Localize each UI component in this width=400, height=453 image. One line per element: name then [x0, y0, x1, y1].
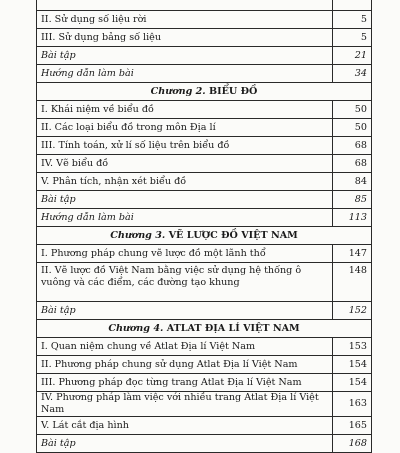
toc-page-number: 165	[333, 417, 372, 435]
toc-entry-title: V. Lát cắt địa hình	[37, 417, 333, 435]
toc-row	[37, 356, 372, 374]
toc-page-number: 5	[333, 11, 372, 29]
toc-entry-title: Bài tập	[37, 435, 333, 453]
toc-row	[37, 392, 372, 417]
chapter-name: BIỂU ĐỒ	[209, 85, 258, 97]
toc-entry-title: I. Quan niệm chung về Atlat Địa lí Việt Nam	[37, 338, 333, 356]
toc-entry-title: II. Sử dụng số liệu rời	[37, 11, 333, 29]
toc-row	[37, 374, 372, 392]
toc-row	[37, 11, 372, 29]
toc-row	[37, 29, 372, 47]
chapter-heading	[37, 227, 372, 245]
toc-page-number: 168	[333, 435, 372, 453]
toc-row	[37, 209, 372, 227]
chapter-name: VẼ LƯỢC ĐỒ VIỆT NAM	[168, 229, 298, 241]
toc-entry-title: IV. Vẽ biểu đồ	[37, 155, 333, 173]
toc-entry-title: I. Phương pháp chung vẽ lược đồ một lãnh thổ	[37, 245, 333, 263]
toc-row	[37, 417, 372, 435]
chapter-heading-row	[37, 83, 372, 101]
toc-entry-title: Hướng dẫn làm bài	[37, 209, 333, 227]
toc-entry-title: Bài tập	[37, 302, 333, 320]
toc-page-number	[333, 0, 372, 11]
toc-entry-title: IV. Phương pháp làm việc với nhiều trang Atlat Địa lí Việt Nam	[37, 392, 333, 417]
toc-entry-title: I. Khái niệm về biểu đồ	[37, 101, 333, 119]
toc-entry-title	[37, 0, 333, 11]
table-of-contents	[36, 0, 372, 453]
toc-row	[37, 155, 372, 173]
toc-page-number: 154	[333, 374, 372, 392]
toc-row	[37, 119, 372, 137]
toc-row	[37, 137, 372, 155]
toc-row	[37, 245, 372, 263]
toc-page-number: 5	[333, 29, 372, 47]
toc-entry-title: Hướng dẫn làm bài	[37, 65, 333, 83]
toc-entry-title: II. Phương pháp chung sử dụng Atlat Địa lí Việt Nam	[37, 356, 333, 374]
chapter-label: Chương 2.	[150, 85, 206, 97]
toc-row	[37, 191, 372, 209]
toc-page-number: 152	[333, 302, 372, 320]
toc-entry-title: II. Các loại biểu đồ trong môn Địa lí	[37, 119, 333, 137]
toc-page-number: 148	[333, 263, 372, 302]
toc-page-number: 50	[333, 119, 372, 137]
toc-page-number: 163	[333, 392, 372, 417]
toc-page-number: 84	[333, 173, 372, 191]
toc-page-number: 50	[333, 101, 372, 119]
toc-row	[37, 0, 372, 11]
toc-entry-title: Bài tập	[37, 47, 333, 65]
chapter-heading	[37, 320, 372, 338]
toc-page-number: 21	[333, 47, 372, 65]
toc-page-number: 68	[333, 137, 372, 155]
chapter-name: ATLAT ĐỊA LÍ VIỆT NAM	[166, 322, 300, 334]
toc-row	[37, 263, 372, 302]
toc-row	[37, 173, 372, 191]
toc-row	[37, 47, 372, 65]
toc-row	[37, 101, 372, 119]
chapter-label: Chương 3.	[110, 229, 166, 241]
toc-page-number: 68	[333, 155, 372, 173]
toc-page-number: 34	[333, 65, 372, 83]
chapter-label: Chương 4.	[108, 322, 164, 334]
chapter-heading	[37, 83, 372, 101]
toc-entry-title: II. Vẽ lược đồ Việt Nam bằng việc sử dụng hệ thống ô vuông và các điểm, các đường tạo khung	[37, 263, 333, 302]
toc-entry-title: III. Tính toán, xử lí số liệu trên biểu đồ	[37, 137, 333, 155]
toc-row	[37, 338, 372, 356]
toc-page-number: 153	[333, 338, 372, 356]
toc-body	[37, 0, 372, 453]
toc-entry-title: Bài tập	[37, 191, 333, 209]
toc-entry-title: V. Phân tích, nhận xét biểu đồ	[37, 173, 333, 191]
chapter-heading-row	[37, 227, 372, 245]
toc-row	[37, 65, 372, 83]
toc-entry-title: III. Sử dụng bảng số liệu	[37, 29, 333, 47]
toc-page-number: 85	[333, 191, 372, 209]
toc-page-number: 154	[333, 356, 372, 374]
toc-row	[37, 302, 372, 320]
chapter-heading-row	[37, 320, 372, 338]
toc-page-number: 113	[333, 209, 372, 227]
toc-page-number: 147	[333, 245, 372, 263]
toc-row	[37, 435, 372, 453]
toc-entry-title: III. Phương pháp đọc từng trang Atlat Địa lí Việt Nam	[37, 374, 333, 392]
